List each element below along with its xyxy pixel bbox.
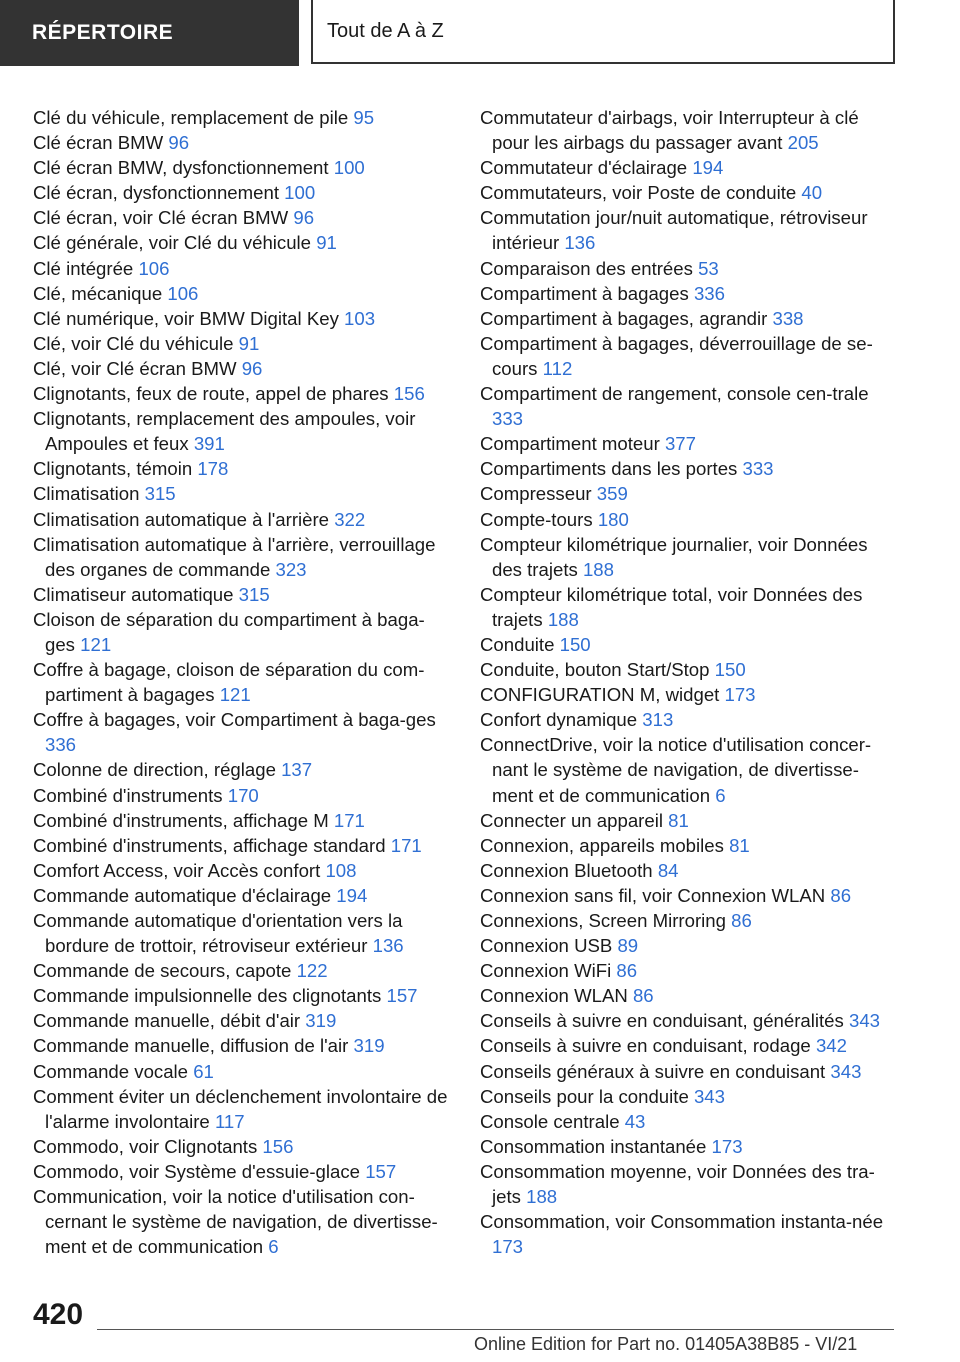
section-subtitle: Tout de A à Z [327,19,444,42]
page-reference-link[interactable]: 336 [693,282,725,304]
index-entry-text: Clé écran, dysfonctionnement [33,182,285,204]
page-reference-link[interactable]: 86 [616,960,638,982]
index-entry-text: Combiné d'instruments, affichage M [33,809,334,831]
page-reference-link[interactable]: 86 [632,985,654,1007]
page-reference-link[interactable]: 91 [316,232,337,254]
page-reference-link[interactable]: 391 [193,433,225,455]
index-entry [480,707,900,732]
index-entry-text: Clé du véhicule, remplacement de pile [33,107,354,128]
page-reference-link[interactable]: 96 [293,207,315,229]
index-entry-text: Clé numérique, voir BMW Digital Key [33,307,345,329]
index-entry-text: Compresseur [480,483,597,505]
index-entry [480,682,900,707]
index-entry-text: Climatisation automatique à l'arrière, verrouillage des organes de commande [33,533,436,580]
index-entry [33,155,453,180]
index-entry-text: Connexions, Screen Mirroring [480,910,732,931]
index-entry-text: Consommation instantanée [480,1135,712,1157]
index-entry [33,1159,453,1184]
index-entry-text: Consommation moyenne, voir Données des tra-jets [480,1160,875,1208]
index-entry-text: Connexion WiFi [480,960,617,982]
index-entry-text: Commande de secours, capote [33,960,297,982]
index-entry [33,406,453,456]
index-entry-text: Connexion Bluetooth [480,859,658,881]
index-entry [33,105,453,130]
index-entry [480,381,900,431]
index-entry-text: Commodo, voir Système d'essuie-glace [33,1160,366,1182]
index-entry [33,456,453,481]
index-entry [33,180,453,205]
index-entry [480,180,900,205]
index-entry-text: Clé, mécanique [33,282,168,304]
page-reference-link[interactable]: 342 [815,1035,847,1057]
index-entry [480,958,900,983]
index-entry [480,431,900,456]
page-reference-link[interactable]: 170 [227,784,259,806]
index-entry-text: Conduite, bouton Start/Stop [480,659,715,681]
index-entry [480,456,900,481]
index-entry-text: Clé intégrée [33,257,139,279]
page-reference-link[interactable]: 333 [492,408,524,430]
index-entry [480,1109,900,1134]
index-entry [480,1084,900,1109]
index-entry [33,607,453,657]
page-reference-link[interactable]: 323 [275,558,307,580]
page-reference-link[interactable]: 103 [344,307,376,329]
index-entry [480,507,900,532]
index-entry [33,833,453,858]
page-reference-link[interactable]: 91 [238,332,260,354]
page-reference-link[interactable]: 157 [386,985,418,1007]
index-entry [480,883,900,908]
index-entry-text: Connexion, appareils mobiles [480,834,730,856]
index-entry [480,732,900,807]
page-reference-link[interactable]: 121 [219,684,251,706]
page-reference-link[interactable]: 43 [624,1110,646,1132]
page-reference-link[interactable]: 95 [353,107,375,128]
index-entry-text: Commutateur d'éclairage [480,157,693,179]
page-reference-link[interactable]: 156 [262,1135,294,1157]
index-entry [480,933,900,958]
index-entry [480,1033,900,1058]
index-entry-text: Clé générale, voir Clé du véhicule [33,232,317,254]
index-entry [480,481,900,506]
index-entry-text: Commande automatique d'orientation vers la bordure de trottoir, rétroviseur extérieur [33,910,403,957]
index-entry [480,281,900,306]
page-reference-link[interactable]: 136 [372,935,404,957]
index-entry [33,306,453,331]
index-entry [480,983,900,1008]
index-entry-text: Commande manuelle, débit d'air [33,1010,306,1032]
index-column-left [33,105,453,1259]
index-entry-text: Clé écran BMW [33,132,169,154]
page-reference-link[interactable]: 86 [830,884,852,906]
index-entry-text: Commande automatique d'éclairage [33,884,337,906]
page-reference-link[interactable]: 6 [268,1236,279,1258]
index-entry [480,1159,900,1209]
index-entry-text: Console centrale [480,1110,625,1132]
page-reference-link[interactable]: 106 [138,257,170,279]
page-reference-link[interactable]: 6 [715,784,726,806]
page-reference-link[interactable]: 188 [526,1186,558,1208]
index-entry-text: Climatiseur automatique [33,583,239,605]
index-entry-text: Commande vocale [33,1060,194,1082]
index-entry [480,205,900,255]
page-reference-link[interactable]: 171 [333,809,365,831]
page-reference-link[interactable]: 319 [353,1035,385,1057]
index-entry [480,858,900,883]
page-reference-link[interactable]: 173 [724,684,756,706]
index-entry [480,833,900,858]
page-reference-link[interactable]: 359 [596,483,628,505]
page-reference-link[interactable]: 194 [692,157,724,179]
index-entry-text: Communication, voir la notice d'utilisation con-cernant le système de navigation, de divertisse-ment et de communication [33,1186,438,1258]
index-entry-text: Consommation, voir Consommation instanta-née [480,1211,884,1233]
index-entry [33,582,453,607]
index-entry-text: Commutation jour/nuit automatique, rétroviseur intérieur [480,207,868,254]
page-reference-link[interactable]: 377 [664,433,696,455]
page-reference-link[interactable]: 40 [801,182,823,204]
index-entry [480,1134,900,1159]
page-reference-link[interactable]: 112 [542,357,573,379]
page-reference-link[interactable]: 150 [559,633,591,655]
index-entry [33,230,453,255]
index-entry [480,306,900,331]
index-entry [33,1134,453,1159]
index-entry-text: Connexion USB [480,935,618,957]
index-entry [33,983,453,1008]
index-entry [33,1184,453,1259]
index-entry-text: Compartiment de rangement, console cen-trale [480,383,869,405]
page-reference-link[interactable]: 100 [333,157,365,179]
page-reference-link[interactable]: 106 [167,282,199,304]
index-entry-text: Compartiment à bagages, déverrouillage de se-cours [480,332,873,379]
index-entry-text: Commande manuelle, diffusion de l'air [33,1035,354,1057]
index-entry-text: Connexion WLAN [480,985,633,1007]
page-reference-link[interactable]: 178 [197,458,229,480]
index-entry [33,958,453,983]
index-entry-text: Conseils à suivre en conduisant, rodage [480,1035,816,1057]
index-entry-text: Climatisation automatique à l'arrière [33,508,335,530]
page-reference-link[interactable]: 343 [693,1085,725,1107]
page-reference-link[interactable]: 343 [849,1010,881,1032]
index-entry [33,205,453,230]
index-entry-text: Comparaison des entrées [480,257,699,279]
index-entry-text: Combiné d'instruments [33,784,228,806]
index-entry-text: Compteur kilométrique journalier, voir Données des trajets [480,533,868,580]
page-reference-link[interactable]: 188 [582,558,614,580]
index-column-right [480,105,900,1259]
index-entry-text: Compteur kilométrique total, voir Données des trajets [480,583,863,630]
index-entry [33,481,453,506]
index-entry-text: Compartiment moteur [480,433,665,455]
index-entry [480,582,900,632]
page-reference-link[interactable]: 121 [80,633,112,655]
index-entry [480,256,900,281]
page-reference-link[interactable]: 53 [698,257,719,279]
index-entry-text: Compte-tours [480,508,598,530]
index-entry-text: Coffre à bagages, voir Compartiment à baga-ges [33,709,436,731]
index-entry-text: Coffre à bagage, cloison de séparation du com-partiment à bagages [33,659,425,706]
page-reference-link[interactable]: 84 [657,859,679,881]
section-title: RÉPERTOIRE [32,21,174,44]
page-reference-link[interactable]: 194 [336,884,368,906]
index-entry [33,381,453,406]
index-entry-text: Commande impulsionnelle des clignotants [33,985,387,1007]
page-reference-link[interactable]: 315 [238,583,270,605]
index-entry-text: Conduite [480,633,560,655]
index-entry [33,657,453,707]
index-entry [33,757,453,782]
index-entry-text: Clé écran, voir Clé écran BMW [33,207,294,229]
index-entry [480,105,900,155]
index-entry [33,331,453,356]
page-number: 420 [33,1298,84,1331]
index-entry [33,858,453,883]
page-reference-link[interactable]: 137 [281,759,313,781]
page-reference-link[interactable]: 89 [617,935,639,957]
page-reference-link[interactable]: 343 [830,1060,862,1082]
index-entry-text: Clé, voir Clé écran BMW [33,357,242,379]
page-reference-link[interactable]: 171 [390,834,422,856]
page-reference-link[interactable]: 333 [742,458,774,480]
page-reference-link[interactable]: 96 [168,132,190,154]
index-entry [480,808,900,833]
page-reference-link[interactable]: 173 [711,1135,743,1157]
page-reference-link[interactable]: 315 [144,483,176,505]
index-entry-text: Conseils à suivre en conduisant, généralités [480,1010,849,1032]
page-reference-link[interactable]: 173 [492,1236,524,1258]
index-entry [33,808,453,833]
index-entry [480,1209,900,1259]
page-reference-link[interactable]: 81 [668,809,689,831]
index-entry [480,632,900,657]
index-entry [33,507,453,532]
index-entry-text: Comfort Access, voir Accès confort [33,859,326,881]
index-entry-text: Clé écran BMW, dysfonctionnement [33,157,334,179]
index-entry [33,256,453,281]
index-entry-text: Clignotants, remplacement des ampoules, voir Ampoules et feux [33,408,416,455]
index-entry-text: Compartiment à bagages [480,282,694,304]
index-entry [480,1059,900,1084]
page-reference-link[interactable]: 100 [284,182,316,204]
page-reference-link[interactable]: 156 [393,383,425,405]
index-entry-text: Connecter un appareil [480,809,669,831]
index-entry [480,1008,900,1033]
page-reference-link[interactable]: 136 [564,232,596,254]
index-entry [33,130,453,155]
index-entry-text: Conseils généraux à suivre en conduisant [480,1060,831,1082]
index-entry-text: Conseils pour la conduite [480,1085,694,1107]
page-reference-link[interactable]: 188 [547,608,579,630]
index-entry [480,155,900,180]
index-entry [33,783,453,808]
index-entry-text: Colonne de direction, réglage [33,759,282,781]
index-entry-text: Clé, voir Clé du véhicule [33,332,239,354]
page-reference-link[interactable]: 338 [772,307,804,329]
index-entry [33,908,453,958]
subtitle-box [311,0,895,64]
index-entry [480,908,900,933]
page-reference-link[interactable]: 322 [334,508,366,530]
index-entry [480,331,900,381]
section-tab [0,0,299,66]
index-entry [480,657,900,682]
page-reference-link[interactable]: 108 [325,859,357,881]
index-entry [33,356,453,381]
page-reference-link[interactable]: 319 [305,1010,337,1032]
index-entry-text: Cloison de séparation du compartiment à baga-ges [33,608,425,655]
page-reference-link[interactable]: 180 [597,508,629,530]
index-entry-text: Compartiments dans les portes [480,458,743,480]
index-entry [33,1033,453,1058]
index-entry-text: Clignotants, témoin [33,458,198,480]
page-header [0,0,960,66]
index-entry [33,883,453,908]
index-entry-text: Compartiment à bagages, agrandir [480,307,773,329]
page-reference-link[interactable]: 157 [365,1160,397,1182]
page-reference-link[interactable]: 96 [241,357,263,379]
page-reference-link[interactable]: 336 [45,734,77,756]
index-entry-text: ConnectDrive, voir la notice d'utilisation concer-nant le système de navigation, de divertisse-ment et de communication [480,734,872,806]
index-entry [480,532,900,582]
index-entry [33,1008,453,1033]
page-reference-link[interactable]: 205 [787,132,819,154]
index-entry [33,707,453,757]
index-entry [33,1059,453,1084]
index-entry-text: Commutateurs, voir Poste de conduite [480,182,802,204]
index-entry-text: Clignotants, feux de route, appel de phares [33,383,394,405]
index-entry-text: CONFIGURATION M, widget [480,684,725,706]
page-reference-link[interactable]: 122 [296,960,328,982]
index-entry-text: Climatisation [33,483,145,505]
page-reference-link[interactable]: 81 [729,834,750,856]
index-entry-text: Confort dynamique [480,709,643,731]
edition-note: Online Edition for Part no. 01405A38B85 - VI/21 [474,1334,858,1354]
index-entry-text: Combiné d'instruments, affichage standard [33,834,391,856]
index-entry-text: Comment éviter un déclenchement involontaire de l'alarme involontaire [33,1085,448,1132]
page-reference-link[interactable]: 117 [214,1110,245,1132]
page-reference-link[interactable]: 150 [714,659,746,681]
page-reference-link[interactable]: 313 [642,709,674,731]
index-entry [33,1084,453,1134]
index-entry-text: Connexion sans fil, voir Connexion WLAN [480,884,831,906]
page-reference-link[interactable]: 86 [731,910,752,931]
footer-divider [97,1329,894,1330]
index-entry [33,281,453,306]
page-reference-link[interactable]: 61 [193,1060,214,1082]
index-entry [33,532,453,582]
index-entry-text: Commodo, voir Clignotants [33,1135,263,1157]
index-entry-text: Commutateur d'airbags, voir Interrupteur à clé pour les airbags du passager avant [480,107,859,154]
